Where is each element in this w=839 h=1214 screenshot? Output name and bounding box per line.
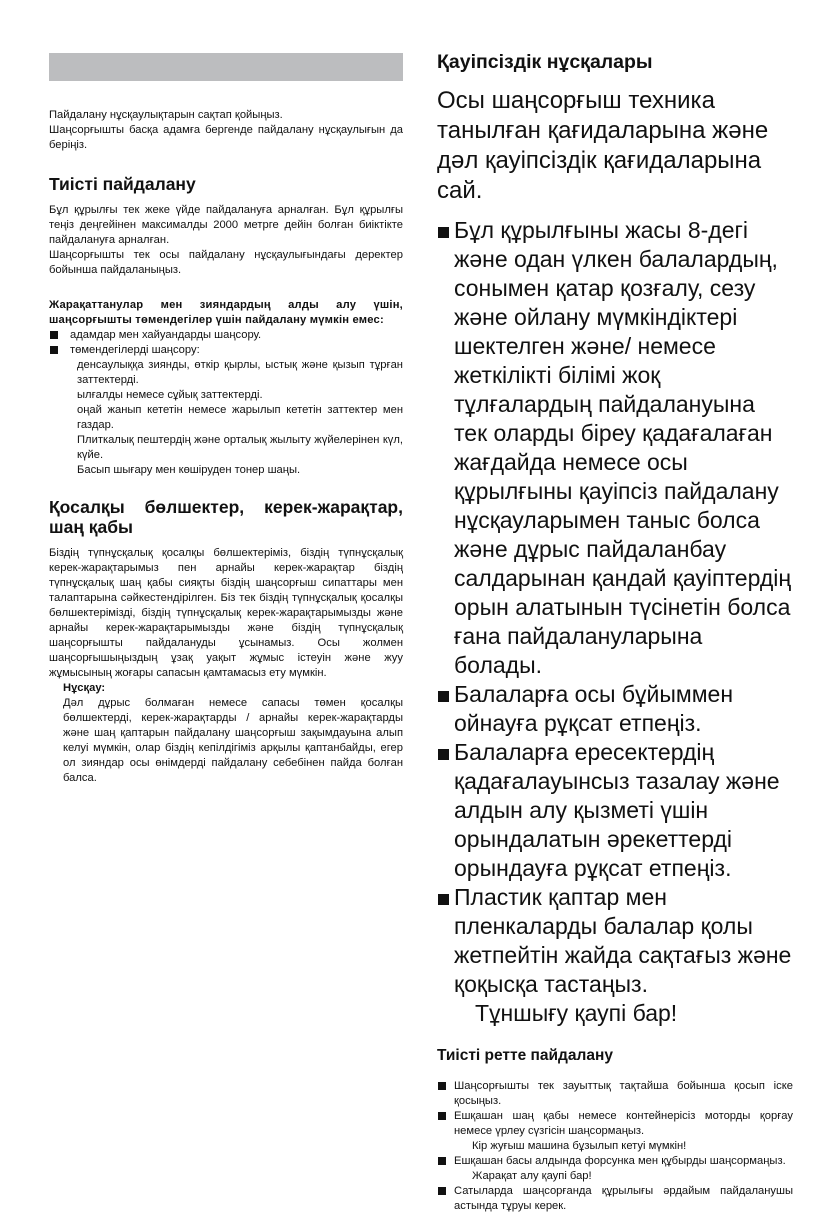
note-label: Нұсқау: — [63, 682, 106, 694]
safety-item: Пластик қаптар мен пленкаларды балалар қолы жетпейтін жайда сақтағыз және қоқысқа тастаңыз. — [437, 883, 793, 999]
proper-use-subnote: Жарақат алу қаупі бар! — [472, 1170, 592, 1182]
square-bullet-icon — [438, 691, 449, 702]
warning-item: адамдар мен хайуандарды шаңсору. — [49, 328, 403, 343]
proper-use-list — [437, 1079, 793, 1139]
warning-heading: Жарақаттанулар мен зияндардың алды алу үшін, шаңсорғышты төмендегілер үшін пайдалану мүмкін емес: — [49, 299, 403, 326]
proper-use-item: Сатыларда шаңсорғанда құрылығы әрдайым пайдаланушы астында тұруы керек. — [437, 1184, 793, 1214]
square-bullet-icon — [438, 1157, 446, 1165]
note-text: Дәл дұрыс болмаған немесе сапасы төмен қосалқы бөлшектерді, керек-жарақтарды / арнайы керек-жарақтарды және шаң қаптарын пайдалану шаңсорғыш зақымдауына алып келуі мүмкін, олар біздің кепілдігіміз арқылы қаптанбайды, егер ол зияндар осы өнімдерді пайдалану себебінен пайда болған балса. — [63, 697, 403, 784]
square-bullet-icon — [438, 1112, 446, 1120]
suffocation-warning: Тұншығу қаупі бар! — [475, 1000, 678, 1026]
intro-line-1: Пайдалану нұсқаулықтарын сақтап қойыңыз. — [49, 109, 283, 121]
square-bullet-icon — [50, 346, 58, 354]
warning-list — [49, 328, 403, 358]
safety-title: Қауіпсіздік нұсқалары — [437, 51, 653, 73]
warning-subitem: ылғалды немесе сұйық заттектерді. — [77, 389, 263, 401]
warning-subitem: Басып шығару мен көшіруден тонер шаңы. — [77, 464, 301, 476]
proper-use-item: Шаңсорғышты тек зауыттық тақтайша бойынша қосып іске қосыңыз. — [437, 1079, 793, 1109]
header-gray-bar — [49, 53, 403, 81]
proper-use-list — [437, 1184, 793, 1214]
intended-use-paragraph-2: Шаңсорғышты тек осы пайдалану нұсқаулығындағы деректер бойынша пайдаланыңыз. — [49, 249, 403, 276]
proper-use-title: Тиісті ретте пайдалану — [437, 1047, 613, 1064]
left-column — [49, 53, 403, 786]
proper-use-item: Ешқашан шаң қабы немесе контейнерісіз моторды қорғау немесе үрлеу сүзгісін шаңсормаңыз. — [437, 1109, 793, 1139]
warning-item: төмендегілерді шаңсору: — [49, 343, 403, 358]
intro-line-2: Шаңсорғышты басқа адамға бергенде пайдалану нұсқаулығын да беріңіз. — [49, 124, 403, 151]
square-bullet-icon — [438, 1082, 446, 1090]
proper-use-subnote: Кір жуғыш машина бұзылып кетуі мүмкін! — [472, 1140, 687, 1152]
square-bullet-icon — [438, 749, 449, 760]
warning-subitem: денсаулыққа зиянды, өткір қырлы, ыстық және қызып тұрған заттектерді. — [77, 359, 403, 386]
spare-parts-title: Қосалқы бөлшектер, керек-жарақтар, шаң қабы — [49, 497, 403, 537]
safety-intro: Осы шаңсорғыш техника танылған қағидаларына және дәл қауіпсіздік қағидаларына сай. — [437, 87, 769, 204]
safety-item: Балаларға осы бұйыммен ойнауға рұқсат етпеңіз. — [437, 680, 793, 738]
safety-list — [437, 216, 793, 999]
square-bullet-icon — [438, 1187, 446, 1195]
spare-parts-paragraph: Біздің түпнұсқалық қосалқы бөлшектеріміз, біздің түпнұсқалық керек-жарақтарымыз пен арнайы керек-жарақтар біздің түпнұсқалық шаң қабы сияқты біздің шаңсорғыш сипаттары мен талаптарына сәйкестендірілген. Біз тек біздің түпнұсқалық қосалқы бөлшектерімізді, біздің түпнұсқалық керек-жарақтарымызды және арнайы керек-жарақтарымызды және біздің түпнұсқалық шаңсорғышты пайдалануды ұсынамыз. Осы жолмен шаңсорғышыңыздың ұзақ уақыт жұмыс істеуін және жуу жұмысының жоғары сапасын қамтамасыз ету мүмкін. — [49, 547, 403, 679]
proper-use-item: Ешқашан басы алдында форсунка мен құбырды шаңсормаңыз. — [437, 1154, 793, 1169]
right-column — [437, 50, 793, 1214]
safety-item: Бұл құрылғыны жасы 8-дегі және одан үлкен балалардың, сонымен қатар қозғалу, сезу және ойлану мүмкіндіктері шектелген және/ немесе жеткілікті білімі жоқ тұлғалардың пайдалануына тек оларды біреу қадағалаған жағдайда немесе осы құрылғыны қауіпсіз пайдалану нұсқауларымен таныс болса және дұрыс пайдаланбау салдарынан қандай қауіптердің орын алатынын түсінетін болса ғана пайдалануларына болады. — [437, 216, 793, 680]
square-bullet-icon — [438, 894, 449, 905]
proper-use-list — [437, 1154, 793, 1169]
warning-subitem: оңай жанып кететін немесе жарылып кететін заттектер мен газдар. — [77, 404, 403, 431]
warning-subitem: Плиткалық пештердің және орталық жылыту жүйелерінен күл, күйе. — [77, 434, 403, 461]
square-bullet-icon — [50, 331, 58, 339]
square-bullet-icon — [438, 227, 449, 238]
intended-use-paragraph-1: Бұл құрылғы тек жеке үйде пайдалануға арналған. Бұл құрылғы теңіз деңгейінен максималды 2000 метрге дейін болған биіктікте пайдалануға арналған. — [49, 204, 403, 246]
intended-use-title: Тиісті пайдалану — [49, 174, 196, 194]
safety-item: Балаларға ересектердің қадағалауынсыз тазалау және алдын алу қызметі үшін орындалатын әрекеттерді орындауға рұқсат етпеңіз. — [437, 738, 793, 883]
